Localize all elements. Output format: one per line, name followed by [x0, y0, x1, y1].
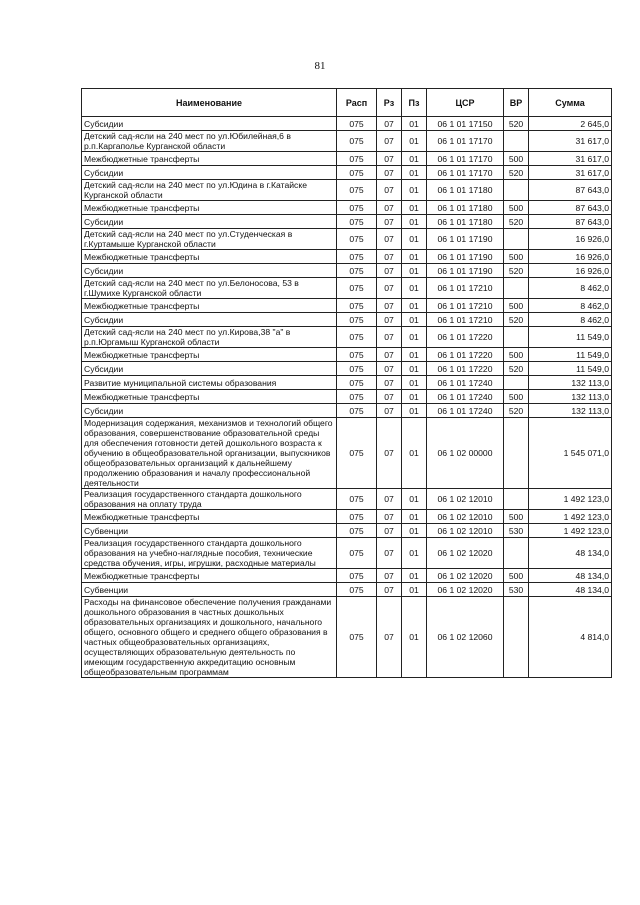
table-row: [82, 152, 612, 166]
cell-rasp: 075: [337, 229, 377, 250]
table-row: [82, 327, 612, 348]
cell-rasp: 075: [337, 569, 377, 583]
table-row: [82, 489, 612, 510]
cell-vr: 530: [504, 583, 529, 597]
cell-rz: 07: [377, 597, 402, 678]
cell-vr: [504, 538, 529, 569]
cell-rz: 07: [377, 278, 402, 299]
cell-vr: 520: [504, 362, 529, 376]
cell-name: Межбюджетные трансферты: [82, 152, 337, 166]
cell-rz: 07: [377, 376, 402, 390]
cell-rasp: 075: [337, 404, 377, 418]
table-row: [82, 229, 612, 250]
cell-pz: 01: [402, 215, 427, 229]
cell-sum: 16 926,0: [529, 264, 612, 278]
cell-vr: 500: [504, 299, 529, 313]
cell-pz: 01: [402, 524, 427, 538]
cell-rasp: 075: [337, 250, 377, 264]
cell-vr: [504, 489, 529, 510]
cell-vr: 520: [504, 404, 529, 418]
cell-pz: 01: [402, 299, 427, 313]
cell-name: Реализация государственного стандарта дошкольного образования на оплату труда: [82, 489, 337, 510]
cell-rasp: 075: [337, 117, 377, 131]
cell-pz: 01: [402, 180, 427, 201]
cell-csr: 06 1 01 17240: [427, 404, 504, 418]
cell-name: Межбюджетные трансферты: [82, 569, 337, 583]
cell-rz: 07: [377, 215, 402, 229]
cell-sum: 11 549,0: [529, 327, 612, 348]
cell-pz: 01: [402, 250, 427, 264]
cell-csr: 06 1 02 12020: [427, 538, 504, 569]
cell-csr: 06 1 01 17190: [427, 229, 504, 250]
column-header-vr: ВР: [504, 89, 529, 117]
cell-name: Субвенции: [82, 524, 337, 538]
cell-pz: 01: [402, 131, 427, 152]
cell-rasp: 075: [337, 131, 377, 152]
cell-pz: 01: [402, 376, 427, 390]
cell-sum: 48 134,0: [529, 569, 612, 583]
cell-vr: [504, 180, 529, 201]
table-row: [82, 376, 612, 390]
cell-rasp: 075: [337, 215, 377, 229]
cell-rz: 07: [377, 327, 402, 348]
cell-name: Детский сад-ясли на 240 мест по ул.Кирова,38 "а" в р.п.Юргамыш Курганской области: [82, 327, 337, 348]
table-row: [82, 510, 612, 524]
cell-csr: 06 1 01 17210: [427, 313, 504, 327]
cell-pz: 01: [402, 313, 427, 327]
cell-vr: [504, 131, 529, 152]
cell-name: Детский сад-ясли на 240 мест по ул.Юдина в г.Катайске Курганской области: [82, 180, 337, 201]
cell-rz: 07: [377, 404, 402, 418]
cell-vr: 500: [504, 390, 529, 404]
cell-csr: 06 1 02 12010: [427, 510, 504, 524]
table-row: [82, 299, 612, 313]
cell-name: Расходы на финансовое обеспечение получения гражданами дошкольного образования в частных дошкольных образовательных организациях и дошкольного, начального общего, основного общего и среднего общего образования в частных общеобразовательных организациях, осуществляющих образовательную деятельность по имеющим государственную аккредитацию основным общеобразовательным программам: [82, 597, 337, 678]
cell-name: Субсидии: [82, 166, 337, 180]
cell-pz: 01: [402, 264, 427, 278]
cell-csr: 06 1 02 12010: [427, 524, 504, 538]
cell-sum: 11 549,0: [529, 362, 612, 376]
cell-sum: 132 113,0: [529, 390, 612, 404]
cell-vr: [504, 327, 529, 348]
cell-csr: 06 1 01 17240: [427, 390, 504, 404]
column-header-csr: ЦСР: [427, 89, 504, 117]
cell-rasp: 075: [337, 362, 377, 376]
cell-rz: 07: [377, 152, 402, 166]
cell-sum: 87 643,0: [529, 215, 612, 229]
cell-pz: 01: [402, 229, 427, 250]
cell-rasp: 075: [337, 152, 377, 166]
cell-vr: 520: [504, 166, 529, 180]
cell-pz: 01: [402, 327, 427, 348]
cell-pz: 01: [402, 583, 427, 597]
cell-name: Реализация государственного стандарта дошкольного образования на учебно-наглядные пособия, технические средства обучения, игры, игрушки, расходные материалы: [82, 538, 337, 569]
cell-rz: 07: [377, 131, 402, 152]
table-body: [82, 117, 612, 678]
cell-csr: 06 1 01 17180: [427, 201, 504, 215]
cell-name: Межбюджетные трансферты: [82, 201, 337, 215]
table-row: [82, 201, 612, 215]
cell-name: Межбюджетные трансферты: [82, 299, 337, 313]
cell-vr: 520: [504, 117, 529, 131]
cell-rz: 07: [377, 489, 402, 510]
cell-sum: 31 617,0: [529, 152, 612, 166]
column-header-rasp: Расп: [337, 89, 377, 117]
cell-rasp: 075: [337, 180, 377, 201]
column-header-sum: Сумма: [529, 89, 612, 117]
cell-rasp: 075: [337, 583, 377, 597]
cell-rz: 07: [377, 250, 402, 264]
cell-sum: 48 134,0: [529, 583, 612, 597]
cell-rz: 07: [377, 362, 402, 376]
cell-pz: 01: [402, 569, 427, 583]
cell-rasp: 075: [337, 166, 377, 180]
cell-name: Субсидии: [82, 313, 337, 327]
cell-name: Модернизация содержания, механизмов и технологий общего образования, совершенствование образовательной среды для обеспечения готовности детей дошкольного возраста к обучению в общеобразовательной организации, выпускников общеобразовательных организаций к дальнейшему продолжению образования и началу профессиональной деятельности: [82, 418, 337, 489]
cell-pz: 01: [402, 510, 427, 524]
cell-csr: 06 1 01 17240: [427, 376, 504, 390]
table-row: [82, 250, 612, 264]
cell-name: Межбюджетные трансферты: [82, 390, 337, 404]
cell-csr: 06 1 02 00000: [427, 418, 504, 489]
cell-rz: 07: [377, 313, 402, 327]
cell-pz: 01: [402, 597, 427, 678]
table-row: [82, 538, 612, 569]
cell-rz: 07: [377, 348, 402, 362]
cell-vr: 500: [504, 348, 529, 362]
cell-vr: 500: [504, 250, 529, 264]
table-row: [82, 215, 612, 229]
cell-sum: 11 549,0: [529, 348, 612, 362]
cell-csr: 06 1 01 17220: [427, 362, 504, 376]
cell-rasp: 075: [337, 278, 377, 299]
cell-rasp: 075: [337, 376, 377, 390]
cell-sum: 31 617,0: [529, 166, 612, 180]
cell-sum: 4 814,0: [529, 597, 612, 678]
table-row: [82, 264, 612, 278]
cell-pz: 01: [402, 278, 427, 299]
cell-rasp: 075: [337, 597, 377, 678]
table-row: [82, 348, 612, 362]
cell-pz: 01: [402, 362, 427, 376]
cell-name: Детский сад-ясли на 240 мест по ул.Студенческая в г.Куртамыше Курганской области: [82, 229, 337, 250]
cell-rz: 07: [377, 201, 402, 215]
table-row: [82, 278, 612, 299]
column-header-rz: Рз: [377, 89, 402, 117]
cell-rz: 07: [377, 299, 402, 313]
cell-pz: 01: [402, 489, 427, 510]
cell-csr: 06 1 01 17170: [427, 131, 504, 152]
cell-rz: 07: [377, 390, 402, 404]
table-row: [82, 418, 612, 489]
cell-csr: 06 1 01 17170: [427, 166, 504, 180]
cell-csr: 06 1 01 17150: [427, 117, 504, 131]
cell-rasp: 075: [337, 510, 377, 524]
cell-vr: [504, 278, 529, 299]
cell-rasp: 075: [337, 201, 377, 215]
cell-vr: 520: [504, 313, 529, 327]
cell-rasp: 075: [337, 264, 377, 278]
cell-rasp: 075: [337, 327, 377, 348]
cell-vr: 500: [504, 152, 529, 166]
cell-csr: 06 1 02 12020: [427, 583, 504, 597]
cell-sum: 1 492 123,0: [529, 510, 612, 524]
cell-csr: 06 1 02 12060: [427, 597, 504, 678]
cell-csr: 06 1 02 12020: [427, 569, 504, 583]
column-header-pz: Пз: [402, 89, 427, 117]
cell-rasp: 075: [337, 418, 377, 489]
table-row: [82, 597, 612, 678]
cell-sum: 31 617,0: [529, 131, 612, 152]
budget-table: [81, 88, 612, 678]
table-row: [82, 569, 612, 583]
cell-csr: 06 1 01 17210: [427, 299, 504, 313]
table-header-row: [82, 89, 612, 117]
cell-name: Межбюджетные трансферты: [82, 510, 337, 524]
cell-csr: 06 1 01 17190: [427, 250, 504, 264]
cell-sum: 8 462,0: [529, 278, 612, 299]
cell-sum: 132 113,0: [529, 404, 612, 418]
cell-sum: 1 492 123,0: [529, 489, 612, 510]
cell-name: Субвенции: [82, 583, 337, 597]
cell-name: Субсидии: [82, 404, 337, 418]
cell-rz: 07: [377, 229, 402, 250]
cell-csr: 06 1 02 12010: [427, 489, 504, 510]
table-row: [82, 180, 612, 201]
cell-sum: 1 492 123,0: [529, 524, 612, 538]
cell-pz: 01: [402, 152, 427, 166]
cell-pz: 01: [402, 348, 427, 362]
cell-rz: 07: [377, 510, 402, 524]
cell-name: Субсидии: [82, 117, 337, 131]
cell-name: Субсидии: [82, 362, 337, 376]
cell-vr: [504, 418, 529, 489]
cell-pz: 01: [402, 538, 427, 569]
cell-pz: 01: [402, 390, 427, 404]
cell-vr: [504, 597, 529, 678]
cell-rz: 07: [377, 418, 402, 489]
cell-rz: 07: [377, 166, 402, 180]
cell-sum: 132 113,0: [529, 376, 612, 390]
cell-rz: 07: [377, 524, 402, 538]
cell-rz: 07: [377, 569, 402, 583]
cell-rasp: 075: [337, 348, 377, 362]
cell-vr: [504, 376, 529, 390]
cell-rasp: 075: [337, 489, 377, 510]
cell-csr: 06 1 01 17220: [427, 348, 504, 362]
table-row: [82, 131, 612, 152]
cell-rz: 07: [377, 117, 402, 131]
cell-sum: 87 643,0: [529, 180, 612, 201]
cell-csr: 06 1 01 17210: [427, 278, 504, 299]
cell-pz: 01: [402, 117, 427, 131]
cell-rz: 07: [377, 583, 402, 597]
cell-sum: 8 462,0: [529, 313, 612, 327]
cell-rasp: 075: [337, 313, 377, 327]
cell-pz: 01: [402, 418, 427, 489]
page-number: 81: [314, 60, 326, 72]
cell-rz: 07: [377, 180, 402, 201]
cell-sum: 1 545 071,0: [529, 418, 612, 489]
column-header-name: Наименование: [82, 89, 337, 117]
cell-csr: 06 1 01 17170: [427, 152, 504, 166]
cell-csr: 06 1 01 17190: [427, 264, 504, 278]
table-row: [82, 583, 612, 597]
cell-pz: 01: [402, 201, 427, 215]
cell-rz: 07: [377, 264, 402, 278]
table-row: [82, 166, 612, 180]
cell-name: Субсидии: [82, 215, 337, 229]
cell-csr: 06 1 01 17220: [427, 327, 504, 348]
cell-rasp: 075: [337, 390, 377, 404]
cell-pz: 01: [402, 166, 427, 180]
cell-vr: 520: [504, 264, 529, 278]
cell-csr: 06 1 01 17180: [427, 215, 504, 229]
cell-sum: 48 134,0: [529, 538, 612, 569]
cell-vr: 500: [504, 201, 529, 215]
table-row: [82, 313, 612, 327]
cell-name: Детский сад-ясли на 240 мест по ул.Белоносова, 53 в г.Шумихе Курганской области: [82, 278, 337, 299]
table-row: [82, 390, 612, 404]
cell-rz: 07: [377, 538, 402, 569]
cell-vr: 500: [504, 569, 529, 583]
table-row: [82, 404, 612, 418]
cell-pz: 01: [402, 404, 427, 418]
cell-sum: 87 643,0: [529, 201, 612, 215]
table-row: [82, 524, 612, 538]
cell-name: Субсидии: [82, 264, 337, 278]
cell-csr: 06 1 01 17180: [427, 180, 504, 201]
cell-rasp: 075: [337, 524, 377, 538]
cell-vr: [504, 229, 529, 250]
cell-vr: 520: [504, 215, 529, 229]
table-row: [82, 117, 612, 131]
cell-sum: 16 926,0: [529, 250, 612, 264]
cell-rasp: 075: [337, 299, 377, 313]
cell-vr: 530: [504, 524, 529, 538]
table-row: [82, 362, 612, 376]
cell-sum: 8 462,0: [529, 299, 612, 313]
cell-rasp: 075: [337, 538, 377, 569]
cell-name: Межбюджетные трансферты: [82, 250, 337, 264]
cell-vr: 500: [504, 510, 529, 524]
cell-name: Развитие муниципальной системы образования: [82, 376, 337, 390]
cell-name: Детский сад-ясли на 240 мест по ул.Юбилейная,6 в р.п.Каргаполье Курганской области: [82, 131, 337, 152]
cell-name: Межбюджетные трансферты: [82, 348, 337, 362]
cell-sum: 16 926,0: [529, 229, 612, 250]
cell-sum: 2 645,0: [529, 117, 612, 131]
